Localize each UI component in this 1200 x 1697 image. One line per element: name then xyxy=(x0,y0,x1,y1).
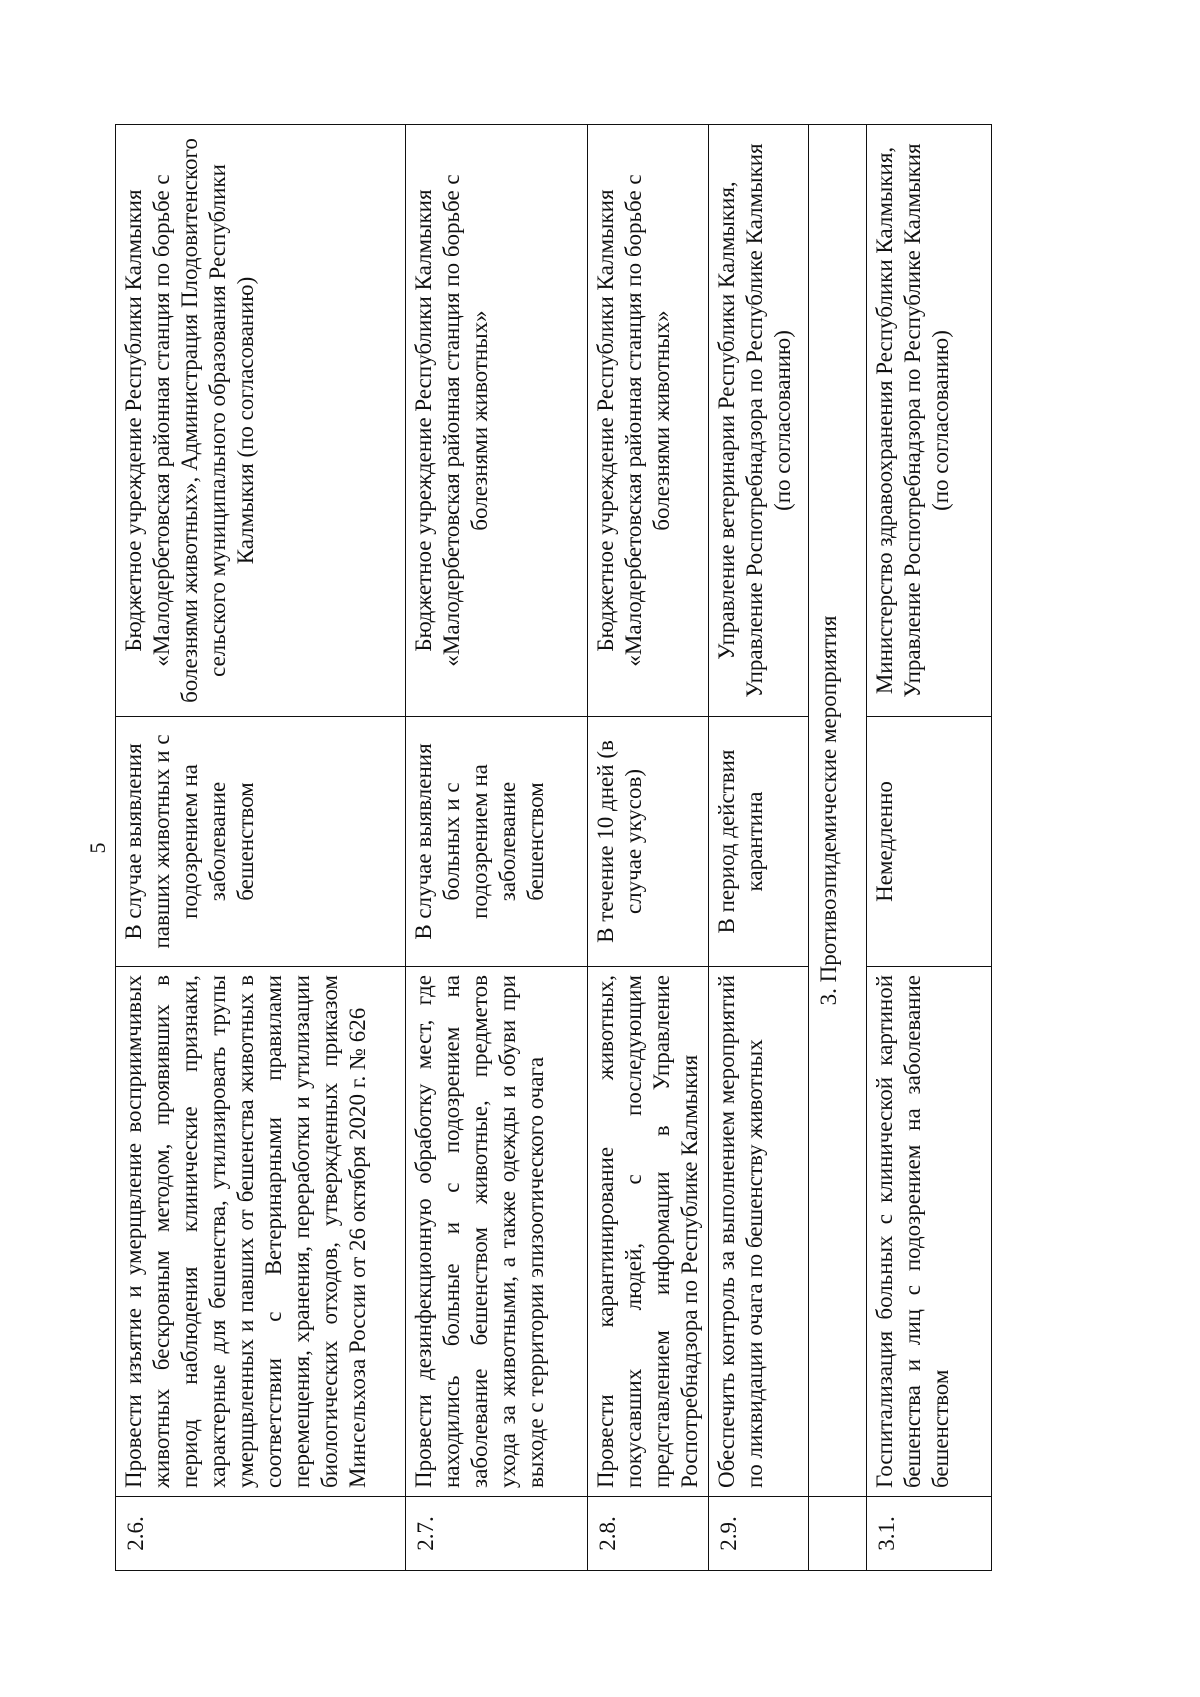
row-event: Госпитализация больных с клинической картиной бешенства и лиц с подозрением на заболевание бешенством xyxy=(867,967,992,1497)
row-term: В случае выявления больных и с подозрением на заболевание бешенством xyxy=(406,717,588,967)
row-event: Обеспечить контроль за выполнением мероприятий по ликвидации очага по бешенству животных xyxy=(709,967,809,1497)
section-title: 3. Противоэпидемические мероприятия xyxy=(809,125,867,1497)
row-responsible: Управление ветеринарии Республики Калмыкия, Управление Роспотребнадзора по Республике Калмыкия (по согласованию) xyxy=(709,125,809,717)
row-event: Провести карантинирование животных, покусавших людей, с последующим представлением информации в Управление Роспотребнадзора по Республике Калмыкия xyxy=(588,967,709,1497)
row-event: Провести дезинфекционную обработку мест, где находились больные и с подозрением на заболевание бешенством животные, предметов ухода за животными, а также одежды и обуви при выходе с территории эпизоотического очага xyxy=(406,967,588,1497)
row-number: 2.9. xyxy=(709,1497,809,1571)
section-row xyxy=(809,125,867,1571)
row-term: В течение 10 дней (в случае укусов) xyxy=(588,717,709,967)
row-number: 2.7. xyxy=(406,1497,588,1571)
row-event: Провести изъятие и умерщвление восприимчивых животных бескровным методом, проявивших в период наблюдения клинические признаки, характерные для бешенства, утилизировать трупы умерщвленных и павших от бешенства животных в соответствии с Ветеринарными правилами перемещения, хранения, переработки и утилизации биологических отходов, утвержденных приказом Минсельхоза России от 26 октября 2020 г. № 626 xyxy=(116,967,406,1497)
table-row xyxy=(406,125,588,1571)
page-number: 5 xyxy=(85,842,110,854)
row-term: В случае выявления павших животных и с подозрением на заболевание бешенством xyxy=(116,717,406,967)
row-responsible: Бюджетное учреждение Республики Калмыкия «Малодербетовская районная станция по борьбе с болезнями животных», Администрация Плодовитенского сельского муниципального образования Республики Калмыкия (по согласованию) xyxy=(116,125,406,717)
table-row xyxy=(709,125,809,1571)
table-row xyxy=(867,125,992,1571)
table-row xyxy=(588,125,709,1571)
measures-table xyxy=(115,124,992,1571)
rotated-table-frame xyxy=(115,125,988,1571)
table-row xyxy=(116,125,406,1571)
row-number: 3.1. xyxy=(867,1497,992,1571)
row-responsible: Бюджетное учреждение Республики Калмыкия «Малодербетовская районная станция по борьбе с болезнями животных» xyxy=(588,125,709,717)
row-term: В период действия карантина xyxy=(709,717,809,967)
section-number-cell xyxy=(809,1497,867,1571)
row-responsible: Бюджетное учреждение Республики Калмыкия «Малодербетовская районная станция по борьбе с болезнями животных» xyxy=(406,125,588,717)
row-responsible: Министерство здравоохранения Республики Калмыкия, Управление Роспотребнадзора по Республике Калмыкия (по согласованию) xyxy=(867,125,992,717)
row-number: 2.8. xyxy=(588,1497,709,1571)
row-term: Немедленно xyxy=(867,717,992,967)
row-number: 2.6. xyxy=(116,1497,406,1571)
